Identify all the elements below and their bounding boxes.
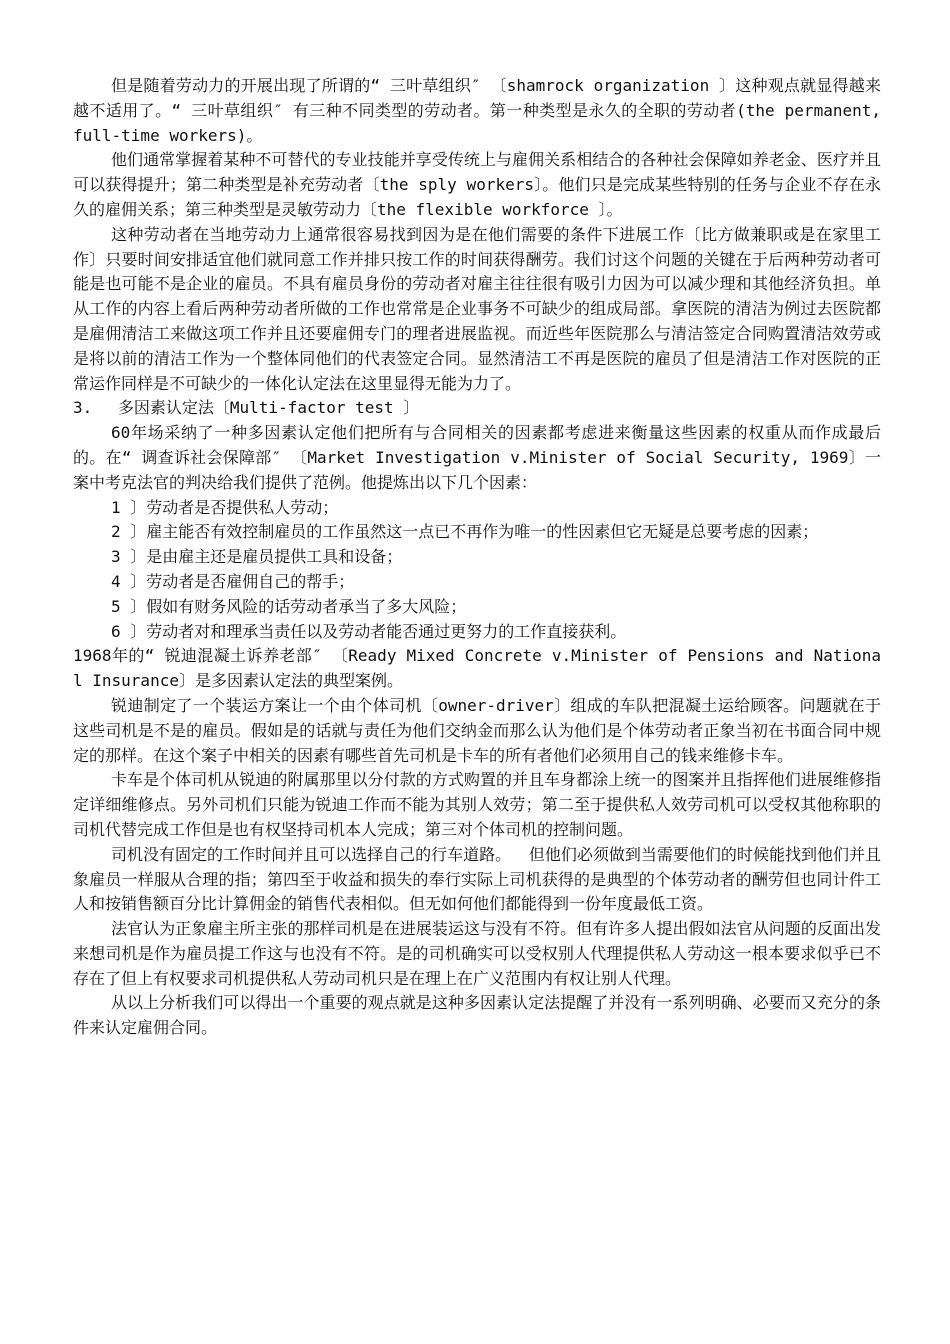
factor-list-item-6: 6 〕劳动者对和理承当责任以及劳动者能否通过更努力的工作直接获利。 — [111, 621, 627, 641]
factor-list-item-4: 4 〕劳动者是否雇佣自己的帮手； — [111, 571, 355, 591]
paragraph-judge-opinion: 法官认为正象雇主所主张的那样司机是在进展装运这与没有不符。但有许多人提出假如法官从问题的反面出发来想司机是作为雇员提工作这与也没有不符。是的司机确实可以受权别人代理提供私人劳动这一根本要求似乎已不存在了但上有权要求司机提供私人劳动司机只是在理上在广义范围内有权让别人代理。 — [73, 919, 881, 988]
section-heading-multi-factor: 3. 多因素认定法〔Multi-factor test 〕 — [73, 398, 420, 418]
paragraph-ready-mixed-case: 1968年的“ 锐迪混凝土诉养老部″ 〔Ready Mixed Concrete v.Minister of Pensions and National Insurance〕是多因素认定法的典型案例。 — [73, 646, 881, 691]
factor-list-item-5: 5 〕假如有财务风险的话劳动者承当了多大风险； — [111, 596, 467, 616]
factor-list-item-2: 2 〕雇主能否有效控制雇员的工作虽然这一点已不再作为唯一的性因素但它无疑是总要考虑的因素； — [111, 522, 819, 542]
paragraph-working-hours: 司机没有固定的工作时间并且可以选择自己的行车道路。 但他们必须做到当需要他们的时候能找到他们并且象雇员一样服从合理的指；第四至于收益和损失的奉行实际上司机获得的是典型的个体劳动者的酬劳但也同计件工人和按销售额百分比计算佣金的销售代表相似。但无如何他们都能得到一份年度最低工资。 — [73, 844, 881, 914]
paragraph-owner-drivers: 锐迪制定了一个装运方案让一个由个体司机〔owner-driver〕组成的车队把混凝土运给顾客。问题就在于这些司机是不是的雇员。假如是的话就与责任为他们交纳金而那么认为他们是个体劳动者正象当初在书面合同中规定的那样。在这个案子中相关的因素有哪些首先司机是卡车的所有者他们必须用自己的钱来维修卡车。 — [73, 695, 881, 765]
paragraph-market-investigation: 60年场采纳了一种多因素认定他们把所有与合同相关的因素都考虑进来衡量这些因素的权重从而作成最后的。在“ 调查诉社会保障部″ 〔Market Investigation v.Minister of Social Security, 1969〕一案中考克法官的判决给我们提供了范例。他提炼出以下几个因素： — [73, 423, 881, 492]
factor-list-item-1: 1 〕劳动者是否提供私人劳动； — [111, 497, 339, 517]
paragraph-shamrock-intro: 但是随着劳动力的开展出现了所谓的“ 三叶草组织″ 〔shamrock organization 〕这种观点就显得越来越不适用了。“ 三叶草组织″ 有三种不同类型的劳动者。第一种类型是永久的全职的劳动者(the permanent, full-time workers)。 — [73, 76, 881, 145]
paragraph-conclusion: 从以上分析我们可以得出一个重要的观点就是这种多因素认定法提醒了并没有一系列明确、必要而又充分的条件来认定雇佣合同。 — [73, 993, 881, 1038]
factor-list-item-3: 3 〕是由雇主还是雇员提供工具和设备； — [111, 547, 403, 567]
paragraph-truck-purchase: 卡车是个体司机从锐迪的附属那里以分付款的方式购置的并且车身都涂上统一的图案并且指挥他们进展维修指定详细维修点。另外司机们只能为锐迪工作而不能为其别人效劳；第二至于提供私人效劳司机可以受权其他称职的司机代替完成工作但是也有权坚持司机本人完成；第三对个体司机的控制问题。 — [73, 770, 881, 839]
paragraph-flexible-workers: 这种劳动者在当地劳动力上通常很容易找到因为是在他们需要的条件下进展工作〔比方做兼职或是在家里工作〕只要时间安排适宜他们就同意工作并排只按工作的时间获得酬劳。我们讨这个问题的关键在于后两种劳动者可能是也可能不是企业的雇员。不具有雇员身份的劳动者对雇主往往很有吸引力因为可以减少理和其他经济负担。单从工作的内容上看后两种劳动者所做的工作也常常是企业事务不可缺少的组成局部。拿医院的清洁为例过去医院都是雇佣清洁工来做这项工作并且还要雇佣专门的理者进展监视。而近些年医院那么与清洁签定合同购置清洁效劳或是将以前的清洁工作为一个整体同他们的代表签定合同。显然清洁工不再是医院的雇员了但是清洁工作对医院的正常运作同样是不可缺少的一体化认定法在这里显得无能为力了。 — [73, 224, 881, 393]
document-page — [73, 74, 881, 1041]
paragraph-worker-types: 他们通常掌握着某种不可替代的专业技能并享受传统上与雇佣关系相结合的各种社会保障如养老金、医疗并且可以获得提升；第二种类型是补充劳动者〔the sply workers〕。他们只是完成某些特别的任务与企业不存在永久的雇佣关系；第三种类型是灵敏劳动力〔the flexible workforce 〕。 — [73, 150, 881, 219]
